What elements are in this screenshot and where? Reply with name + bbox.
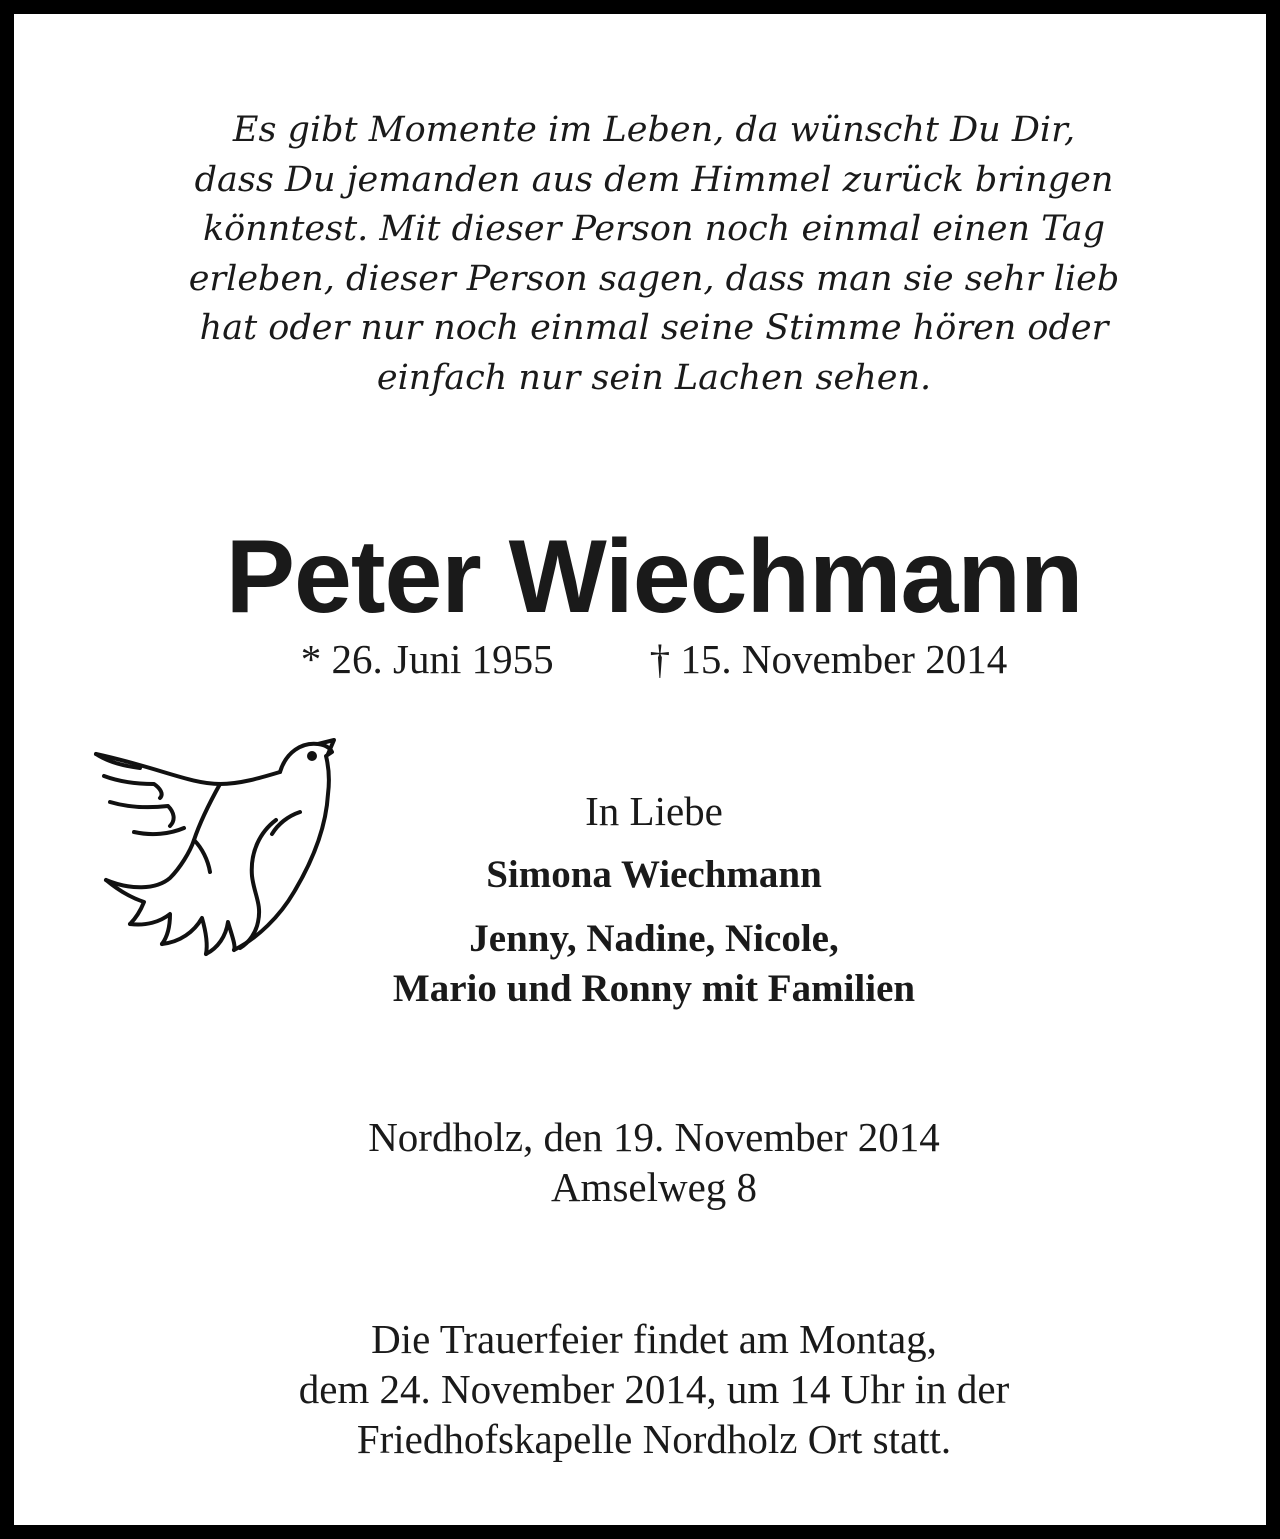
service-line: Friedhofskapelle Nordholz Ort statt.: [356, 1416, 952, 1462]
life-dates: [14, 634, 1280, 684]
family-names: [14, 914, 1280, 1014]
deceased-name: Peter Wiechmann: [225, 519, 1083, 635]
quote-line: erleben, dieser Person sagen, dass man sie sehr lieb: [188, 258, 1120, 299]
place-date-line: Nordholz, den 19. November 2014: [368, 1114, 940, 1160]
service-line: Die Trauerfeier findet am Montag,: [371, 1316, 937, 1362]
quote-line: dass Du jemanden aus dem Himmel zurück bringen: [194, 159, 1114, 200]
quote-line: könntest. Mit dieser Person noch einmal einen Tag: [202, 209, 1106, 249]
death-date: † 15. November 2014: [649, 636, 1008, 682]
family-line: Mario und Ronny mit Familien: [392, 967, 916, 1010]
spouse-name: Simona Wiechmann: [486, 853, 822, 896]
place-and-date: [14, 1112, 1280, 1212]
quote-line: einfach nur sein Lachen sehen.: [376, 357, 932, 398]
memorial-quote: [14, 106, 1280, 403]
funeral-service-info: [14, 1314, 1280, 1464]
in-love-label: In Liebe: [585, 788, 723, 834]
quote-line: hat oder nur noch einmal seine Stimme hören oder: [199, 308, 1109, 348]
family-line: Jenny, Nadine, Nicole,: [469, 917, 839, 960]
birth-date: * 26. Juni 1955: [300, 636, 554, 682]
quote-line: Es gibt Momente im Leben, da wünscht Du Dir,: [232, 110, 1076, 150]
address-line: Amselweg 8: [550, 1164, 758, 1210]
service-line: dem 24. November 2014, um 14 Uhr in der: [298, 1366, 1010, 1412]
